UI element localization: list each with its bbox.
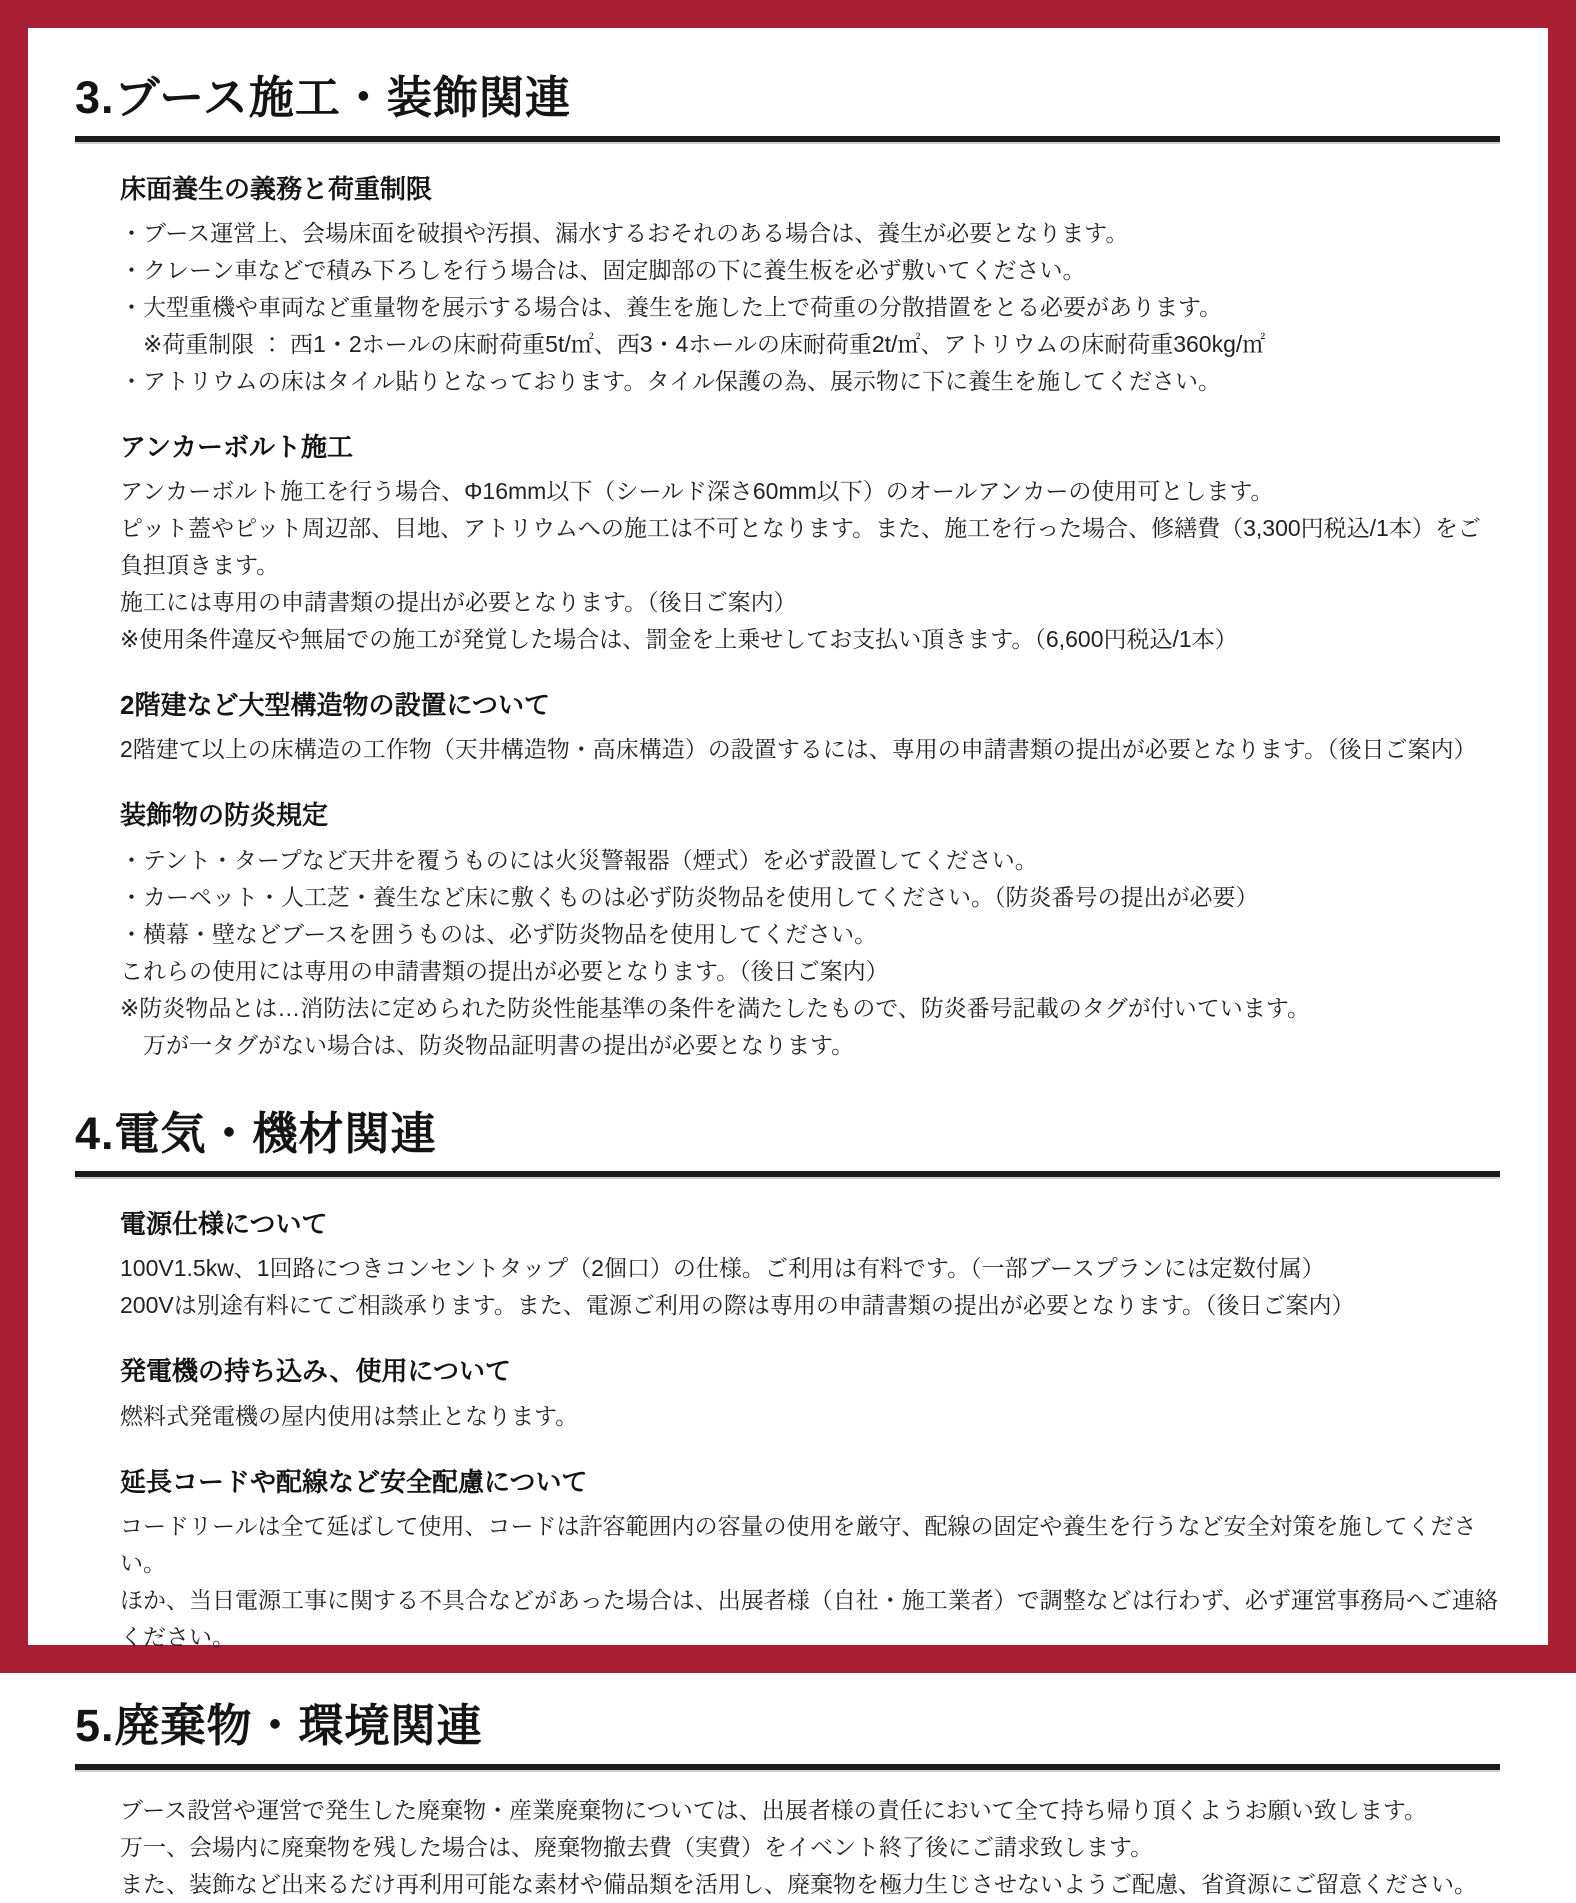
subsection bbox=[120, 1467, 1500, 1656]
body-text-line: ほか、当日電源工事に関する不具合などがあった場合は、出展者様（自社・施工業者）で調整などは行わず、必ず運営事務局へご連絡ください。 bbox=[120, 1586, 1498, 1650]
body-text-line: ・横幕・壁などブースを囲うものは、必ず防炎物品を使用してください。 bbox=[120, 920, 878, 947]
subsection bbox=[120, 432, 1500, 658]
body-text-line: 100V1.5kw、1回路につきコンセントタップ（2個口）の仕様。ご利用は有料です。（一部ブースプランには定数付属） bbox=[120, 1255, 1325, 1282]
body-text-line: 2階建て以上の床構造の工作物（天井構造物・高床構造）の設置するには、専用の申請書類の提出が必要となります。（後日ご案内） bbox=[120, 736, 1477, 763]
body-text-line: また、装飾など出来るだけ再利用可能な素材や備品類を活用し、廃棄物を極力生じさせないようご配慮、省資源にご留意ください。 bbox=[120, 1870, 1477, 1897]
subsection bbox=[120, 1792, 1500, 1903]
body-text-line: 施工には専用の申請書類の提出が必要となります。（後日ご案内） bbox=[120, 589, 797, 616]
subsection-heading: 延長コードや配線など安全配慮について bbox=[120, 1466, 588, 1497]
section-title: 5.廃棄物・環境関連 bbox=[75, 1699, 483, 1751]
subsection bbox=[120, 174, 1500, 400]
section-divider bbox=[75, 1171, 1500, 1177]
body-text-line: ※荷重制限 ： 西1・2ホールの床耐荷重5t/㎡、西3・4ホールの床耐荷重2t/㎡、アトリウムの床耐荷重360kg/㎡ bbox=[120, 330, 1266, 357]
subsection bbox=[120, 690, 1500, 768]
document-content bbox=[28, 28, 1548, 1903]
body-text-line: 200Vは別途有料にてご相談承ります。また、電源ご利用の際は専用の申請書類の提出が必要となります。（後日ご案内） bbox=[120, 1292, 1355, 1319]
body-text-line: ・大型重機や車両など重量物を展示する場合は、養生を施した上で荷重の分散措置をとる必要があります。 bbox=[120, 293, 1223, 320]
body-text-line: 燃料式発電機の屋内使用は禁止となります。 bbox=[120, 1402, 579, 1429]
body-text-line: ※防炎物品とは…消防法に定められた防炎性能基準の条件を満たしたもので、防炎番号記載のタグが付いています。 bbox=[120, 994, 1310, 1021]
section-divider bbox=[75, 1764, 1500, 1770]
body-text-line: これらの使用には専用の申請書類の提出が必要となります。（後日ご案内） bbox=[120, 957, 889, 984]
body-text-line: 万が一タグがない場合は、防炎物品証明書の提出が必要となります。 bbox=[120, 1031, 855, 1058]
section bbox=[75, 1108, 1500, 1656]
subsection bbox=[120, 800, 1500, 1063]
subsection-heading: 発電機の持ち込み、使用について bbox=[120, 1356, 512, 1387]
body-text-line: ※使用条件違反や無届での施工が発覚した場合は、罰金を上乗せしてお支払い頂きます。（6,600円税込/1本） bbox=[120, 626, 1238, 653]
section bbox=[75, 1700, 1500, 1903]
body-text-line: ・カーペット・人工芝・養生など床に敷くものは必ず防炎物品を使用してください。（防炎番号の提出が必要） bbox=[120, 883, 1259, 910]
subsection bbox=[120, 1356, 1500, 1434]
subsection-heading: アンカーボルト施工 bbox=[120, 431, 353, 462]
subsection-heading: 装飾物の防炎規定 bbox=[120, 800, 329, 831]
body-text-line: アンカーボルト施工を行う場合、Φ16mm以下（シールド深さ60mm以下）のオールアンカーの使用可とします。 bbox=[120, 478, 1274, 505]
section-title: 3.ブース施工・装飾関連 bbox=[75, 72, 571, 123]
body-text-line: ・クレーン車などで積み下ろしを行う場合は、固定脚部の下に養生板を必ず敷いてください。 bbox=[120, 256, 1086, 283]
body-text-line: ピット蓋やピット周辺部、目地、アトリウムへの施工は不可となります。また、施工を行った場合、修繕費（3,300円税込/1本）をご負担頂きます。 bbox=[120, 515, 1481, 579]
body-text-line: ・ブース運営上、会場床面を破損や汚損、漏水するおそれのある場合は、養生が必要となります。 bbox=[120, 219, 1129, 246]
body-text-line: ・アトリウムの床はタイル貼りとなっております。タイル保護の為、展示物に下に養生を施してください。 bbox=[120, 367, 1222, 394]
section-title: 4.電気・機材関連 bbox=[75, 1107, 437, 1159]
section bbox=[75, 72, 1500, 1064]
body-text-line: 万一、会場内に廃棄物を残した場合は、廃棄物撤去費（実費）をイベント終了後にご請求致します。 bbox=[120, 1833, 1154, 1860]
section-divider bbox=[75, 136, 1500, 142]
subsection-heading: 2階建など大型構造物の設置について bbox=[120, 690, 550, 721]
body-text-line: ・テント・タープなど天井を覆うものには火災警報器（煙式）を必ず設置してください。 bbox=[120, 846, 1038, 873]
subsection-heading: 電源仕様について bbox=[120, 1209, 328, 1240]
subsection bbox=[120, 1209, 1500, 1324]
subsection-heading: 床面養生の義務と荷重制限 bbox=[120, 173, 433, 204]
body-text-line: コードリールは全て延ばして使用、コードは許容範囲内の容量の使用を厳守、配線の固定や養生を行うなど安全対策を施してください。 bbox=[120, 1512, 1477, 1576]
body-text-line: ブース設営や運営で発生した廃棄物・産業廃棄物については、出展者様の責任において全て持ち帰り頂くようお願い致します。 bbox=[120, 1796, 1427, 1823]
